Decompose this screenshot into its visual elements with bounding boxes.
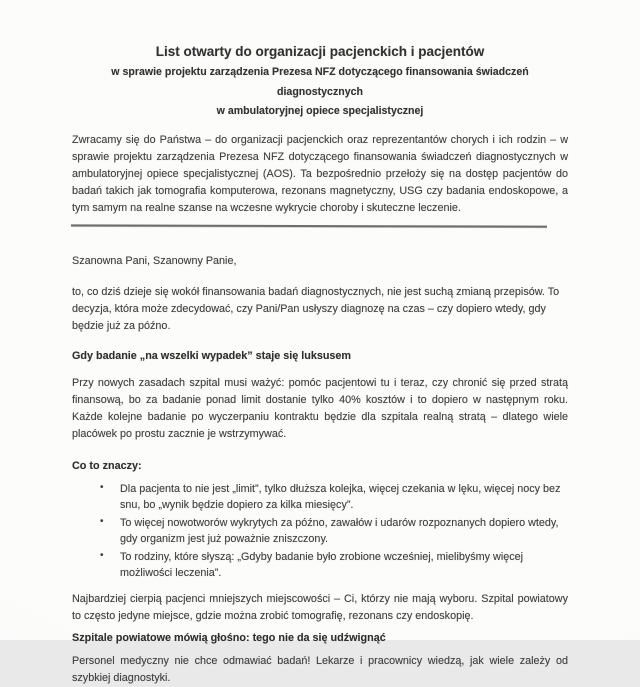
bullet-icon: • [100, 515, 104, 527]
section-heading-hospitals: Szpitale powiatowe mówią głośno: tego nie da się udźwignąć [72, 631, 386, 644]
bullet-icon: • [100, 549, 104, 561]
consequences-list [72, 481, 568, 582]
list-item-text: To rodziny, które słyszą: „Gdyby badanie było zrobione wcześniej, mielibyśmy więcej możliwości leczenia”. [120, 550, 524, 579]
list-item-text: Dla pacjenta to nie jest „limit”, tylko dłuższa kolejka, więcej czekania w lęku, więcej nocy bez snu, bo „wynik będzie dopiero za kilka miesięcy”. [120, 482, 561, 511]
intro-paragraph: Zwracamy się do Państwa – do organizacji pacjenckich oraz reprezentantów chorych i ich rodzin – w sprawie projektu zarządzenia Prezesa NFZ dotyczącego finansowania świadczeń diagnostycznych w ambulatoryjnej opiece specjalistycznej (AOS). Ta bezpośrednio przełoży się na dostęp pacjentów do badań takich jak tomografia komputerowa, rezonans magnetyczny, USG czy badania endoskopowe, a tym samym na realne szanse na wczesne wykrycie choroby i skuteczne leczenie. [72, 133, 568, 214]
divider-line [71, 224, 547, 227]
list-item-text: To więcej nowotworów wykrytych za późno, zawałów i udarów rozpoznanych dopiero wtedy, gdy organizm jest już poważnie zniszczony. [120, 516, 559, 545]
list-item [100, 481, 568, 514]
luxury-paragraph: Przy nowych zasadach szpital musi ważyć: pomóc pacjentowi tu i teraz, czy chronić się przed stratą finansową, bo za badanie ponad limit dostanie tylko 40% kosztów i to dopiero w następnym roku. Każde kolejne badanie po wyczerpaniu kontraktu będzie dla szpitala realną stratą – dlatego wiele placówek po prostu zacznie je wstrzymywać. [72, 376, 568, 440]
salutation: Szanowna Pani, Szanowny Panie, [72, 254, 237, 267]
section-heading-luxury: Gdy badanie „na wszelki wypadek” staje się luksusem [72, 349, 352, 362]
decision-paragraph: to, co dziś dzieje się wokół finansowania badań diagnostycznych, nie jest suchą zmianą przepisów. To decyzja, która może zdecydować, czy Pani/Pan usłyszy diagnozę na czas – czy dopiero wtedy, gdy będzie już za późno. [72, 285, 560, 332]
document-title: List otwarty do organizacji pacjenckich i pacjentów [155, 44, 485, 59]
document-subtitle-line2: w ambulatoryjnej opiece specjalistycznej [216, 105, 424, 117]
section-heading-meaning: Co to znaczy: [72, 459, 142, 472]
list-item [100, 549, 568, 582]
small-towns-paragraph: Najbardziej cierpią pacjenci mniejszych miejscowości – Ci, którzy nie mają wyboru. Szpital powiatowy to często jedyne miejsce, gdzie można zrobić tomografię, rezonans czy endoskopię. [72, 592, 568, 622]
document-subtitle [72, 63, 568, 122]
document-subtitle-line1: w sprawie projektu zarządzenia Prezesa NFZ dotyczącego finansowania świadczeń diagnostycznych [111, 66, 529, 98]
list-item [100, 515, 568, 548]
clipped-bottom-paragraph: Personel medyczny nie chce odmawiać badań! Lekarze i pracownicy wiedzą, jak wiele zależy od szybkiej diagnostyki. [72, 654, 568, 684]
bullet-icon: • [100, 481, 104, 493]
